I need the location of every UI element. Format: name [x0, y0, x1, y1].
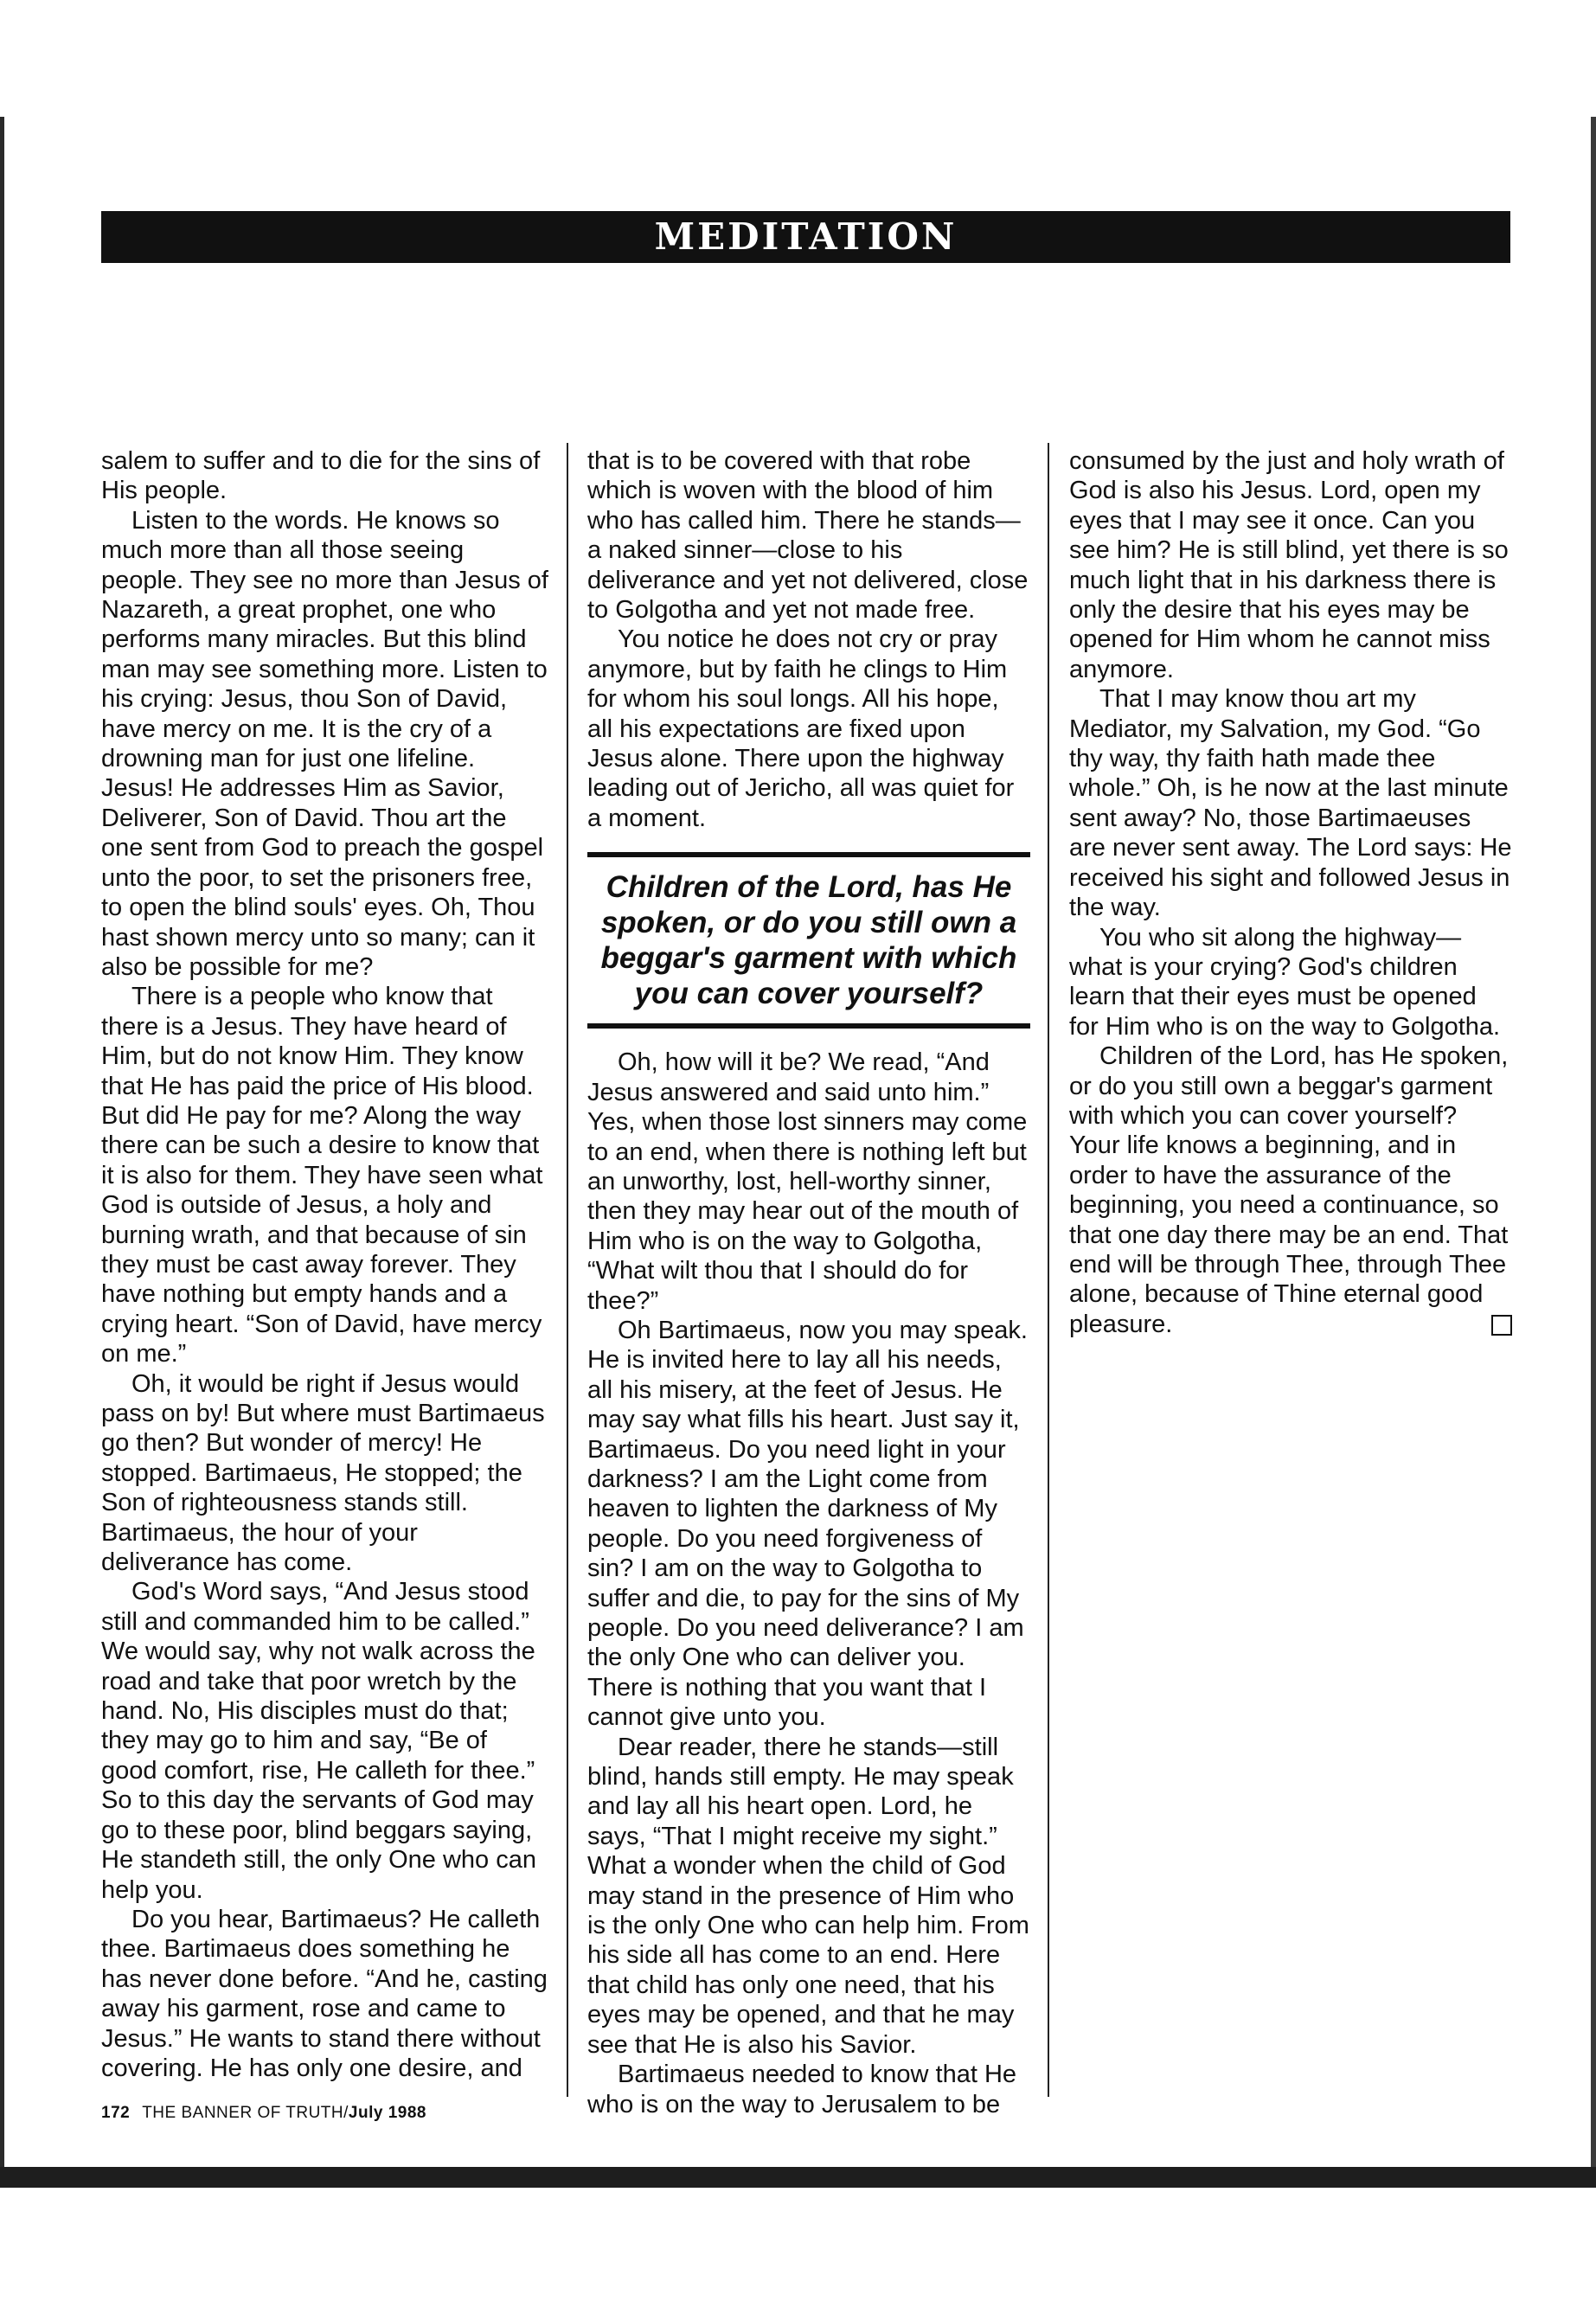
column-2-bottom-text	[587, 1048, 1030, 2119]
paragraph: Children of the Lord, has He spoken, or do you still own a beggar's garment with which you can cover yourself? Your life knows a beginning, and in order to have the assurance of the beginning, you need a continuance, so that one day there may be an end. That end will be through Thee, through Thee alone, because of Thine eternal good pleasure.	[1069, 1042, 1512, 1339]
page-number: 172	[101, 2104, 131, 2122]
paragraph: Dear reader, there he stands—still blind, hands still empty. He may speak and lay all his heart open. Lord, he says, “That I might receive my sight.” What a wonder when the child of God may stand in the presence of Him who is the only One who can help him. From his side all has come to an end. Here that child has only one need, that his eyes may be opened, and that he may see that He is also his Savior.	[587, 1733, 1029, 2059]
text-column-1	[101, 446, 549, 2083]
paragraph: Bartimaeus needed to know that He who is on the way to Jerusalem to be	[587, 2061, 1017, 2118]
paragraph: You who sit along the highway—what is your crying? God's children learn that their eyes must be opened for Him who is on the way to Golgotha.	[1069, 923, 1501, 1041]
publication-name: THE BANNER OF TRUTH/	[142, 2104, 349, 2122]
scan-bottom-margin	[0, 2188, 1596, 2301]
issue-date: July 1988	[348, 2104, 426, 2122]
paragraph: that is to be covered with that robe which is woven with the blood of him who has called him. There he stands—a naked sinner—close to his deliverance and yet not delivered, close to Golgotha and yet not made free.	[587, 447, 1029, 625]
column-divider	[567, 443, 568, 2097]
text-column-2	[587, 446, 1030, 2119]
paragraph: You notice he does not cry or pray anymore, but by faith he clings to Him for whom his soul longs. All his hope, all his expectations are fixed upon Jesus alone. There upon the highway leading out of Jericho, all was quiet for a moment.	[587, 625, 1015, 832]
paragraph: Listen to the words. He knows so much more than all those seeing people. They see no more than Jesus of Nazareth, a great prophet, one who performs many miracles. But this blind man may see something more. Listen to his crying: Jesus, thou Son of David, have mercy on me. It is the cry of a drowning man for just one lifeline. Jesus! He addresses Him as Savior, Deliverer, Son of David. Thou art the one sent from God to preach the gospel unto the poor, to set the prisoners free, to open the blind souls' eyes. Oh, Thou hast shown mercy unto so many; can it also be possible for me?	[101, 506, 548, 981]
paragraph: God's Word says, “And Jesus stood still and commanded him to be called.” We would say, why not walk across the road and take that poor wretch by the hand. No, His disciples must do that; they may go to him and say, “Be of good comfort, rise, He calleth for thee.” So to this day the servants of God may go to these poor, blind beggars saying, He standeth still, the only One who can help you.	[101, 1578, 536, 1904]
paragraph: That I may know thou art my Mediator, my Salvation, my God. “Go thy way, thy faith hath made thee whole.” Oh, is he now at the last minute sent away? No, those Bartimaeuses are never sent away. The Lord says: He received his sight and followed Jesus in the way.	[1069, 685, 1512, 922]
column-divider	[1048, 443, 1049, 2097]
page-footer	[101, 2104, 426, 2123]
paragraph: Do you hear, Bartimaeus? He calleth thee. Bartimaeus does something he has never done before. “And he, casting away his garment, rose and came to Jesus.” He wants to stand there without covering. He has only one desire, and	[101, 1905, 548, 2082]
scan-right-edge	[1591, 117, 1596, 2262]
scan-left-edge	[0, 117, 4, 2262]
scan-bottom-edge	[0, 2167, 1596, 2188]
paragraph: Oh Bartimaeus, now you may speak. He is invited here to lay all his needs, all his misery, at the feet of Jesus. He may say what fills his heart. Just say it, Bartimaeus. Do you need light in your darkness? I am the Light come from heaven to lighten the darkness of My people. Do you need forgiveness of sin? I am on the way to Golgotha to suffer and die, to pay for the sins of My people. Do you need deliverance? I am the only One who can deliver you. There is nothing that you want that I cannot give unto you.	[587, 1316, 1028, 1732]
section-header	[101, 211, 1510, 263]
scan-top-margin	[0, 0, 1596, 117]
section-title: MEDITATION	[654, 215, 958, 258]
paragraph: There is a people who know that there is a Jesus. They have heard of Him, but do not know Him. They know that He has paid the price of His blood. But did He pay for me? Along the way there can be such a desire to know that it is also for them. They have seen what God is outside of Jesus, a holy and burning wrath, and that because of sin they must be cast away forever. They have nothing but empty hands and a crying heart. “Son of David, have mercy on me.”	[101, 983, 543, 1368]
paragraph: Oh, how will it be? We read, “And Jesus answered and said unto him.” Yes, when those lost sinners may come to an end, when there is nothing left but an unworthy, lost, hell-worthy sinner, then they may hear out of the mouth of Him who is on the way to Golgotha, “What wilt thou that I should do for thee?”	[587, 1048, 1028, 1315]
paragraph: salem to suffer and to die for the sins of His people.	[101, 447, 541, 505]
end-of-article-icon	[1491, 1315, 1512, 1336]
text-column-3	[1069, 446, 1512, 1339]
column-2-top-text	[587, 446, 1030, 833]
paragraph: Oh, it would be right if Jesus would pass on by! But where must Bartimaeus go then? But wonder of mercy! He stopped. Bartimaeus, He stopped; the Son of righteousness stands still. Bartimaeus, the hour of your deliverance has come.	[101, 1369, 545, 1577]
pull-quote: Children of the Lord, has He spoken, or do you still own a beggar's garment with which you can cover yourself?	[587, 852, 1030, 1029]
paragraph: consumed by the just and holy wrath of God is also his Jesus. Lord, open my eyes that I may see it once. Can you see him? He is still blind, yet there is so much light that in his darkness there is only the desire that his eyes may be opened for Him whom he cannot miss anymore.	[1069, 447, 1509, 683]
